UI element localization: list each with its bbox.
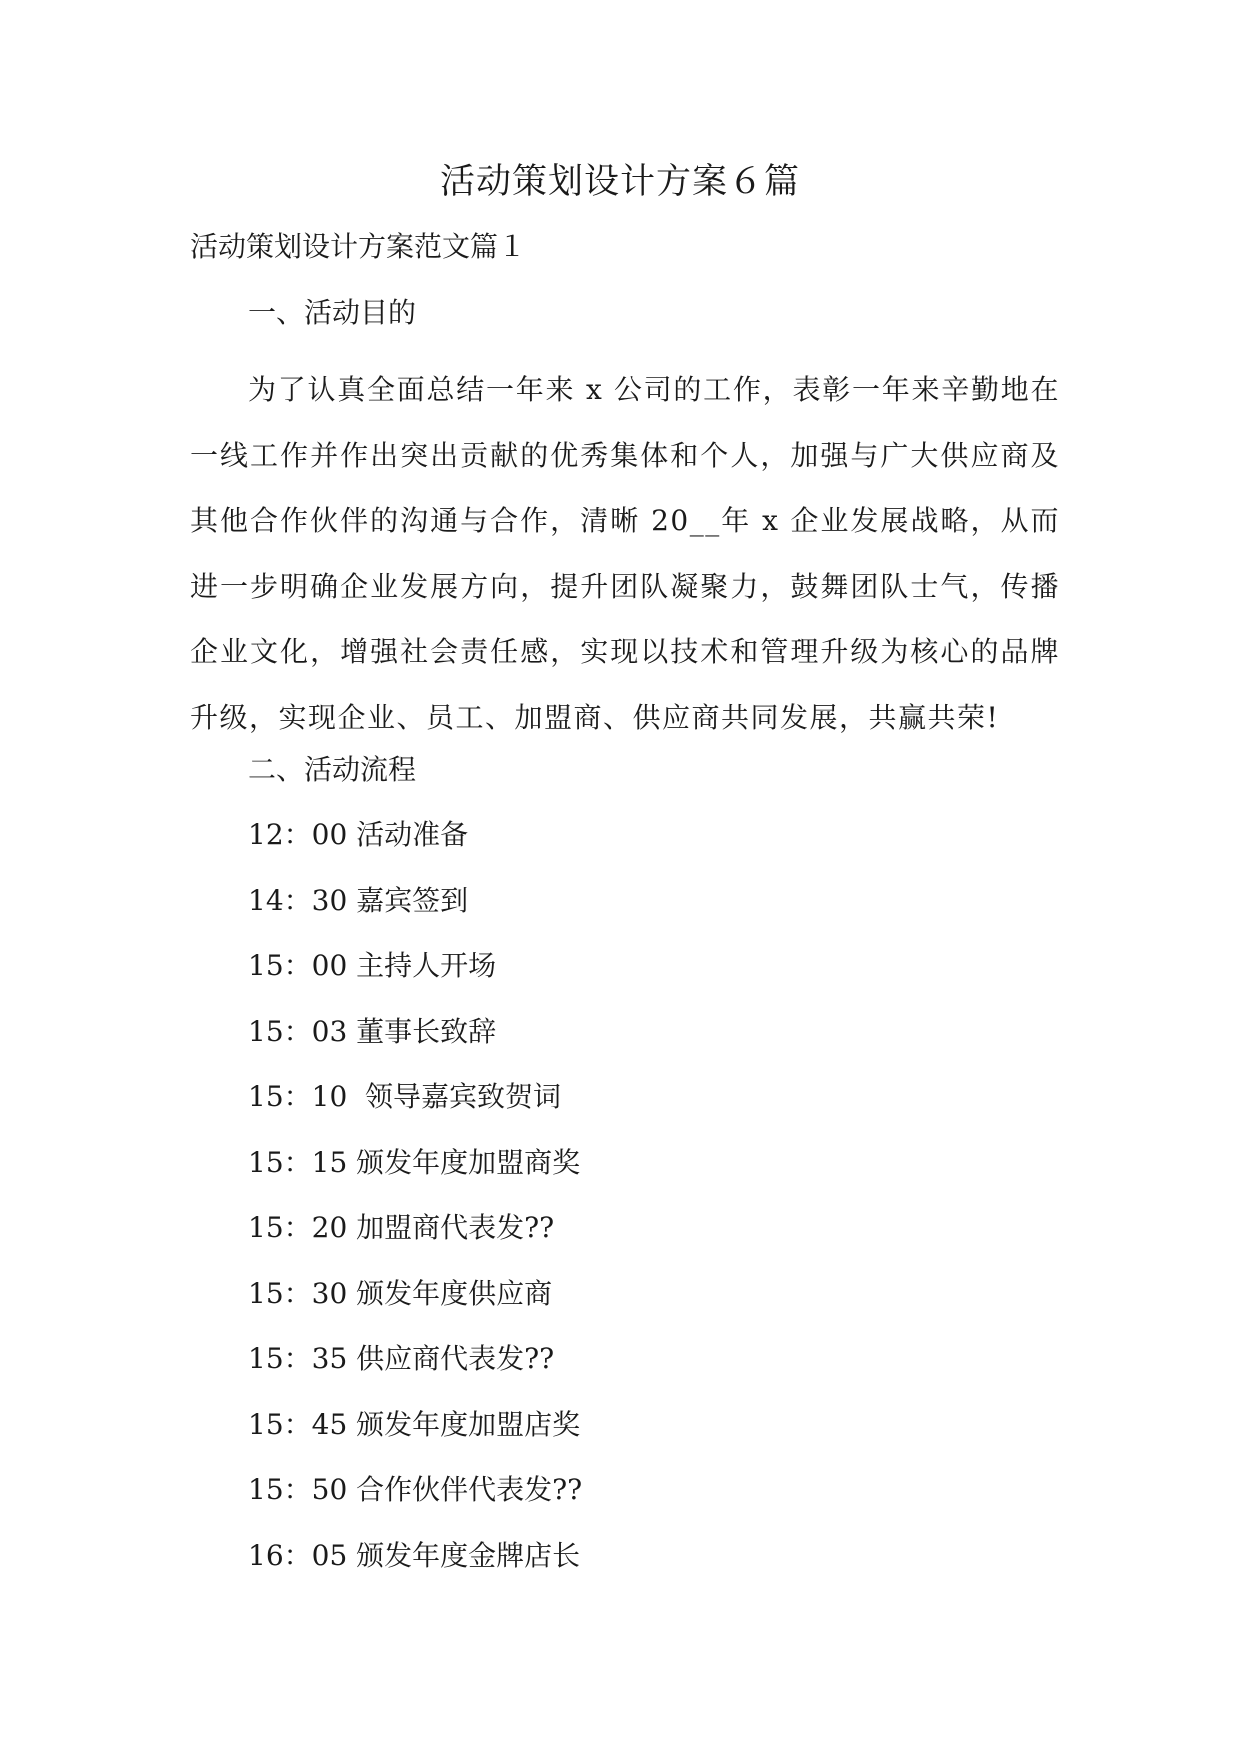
- schedule-item: 16：05 颁发年度金牌店长: [248, 1538, 581, 1572]
- schedule-item: 15：30 颁发年度供应商: [248, 1276, 553, 1310]
- schedule-item: 15：03 董事长致辞: [248, 1014, 497, 1048]
- schedule-item: 15：15 颁发年度加盟商奖: [248, 1145, 581, 1179]
- schedule-item: 15：00 主持人开场: [248, 949, 497, 982]
- schedule-item: 12：00 活动准备: [248, 818, 469, 851]
- section-heading-purpose: 一、活动目的: [248, 296, 417, 329]
- schedule-item: 15：35 供应商代表发??: [248, 1342, 555, 1375]
- schedule-item: 15：20 加盟商代表发??: [248, 1211, 555, 1244]
- section-heading-process: 二、活动流程: [248, 753, 417, 786]
- schedule-item: 15：50 合作伙伴代表发??: [248, 1473, 583, 1506]
- schedule-item: 14：30 嘉宾签到: [248, 883, 469, 917]
- schedule-list: [248, 815, 582, 1601]
- schedule-item: 15：10 领导嘉宾致贺词: [248, 1080, 562, 1113]
- document-title: 活动策划设计方案６篇: [439, 162, 800, 202]
- document-subtitle: 活动策划设计方案范文篇１: [190, 230, 527, 263]
- schedule-item: 15：45 颁发年度加盟店奖: [248, 1407, 581, 1441]
- section-paragraph-purpose: 为了认真全面总结一年来 x 公司的工作，表彰一年来辛勤地在一线工作并作出突出贡献的优秀集体和个人，加强与广大供应商及其他合作伙伴的沟通与合作，清晰 20__年 x 企业发展战略，从而进一步明确企业发展方向，提升团队凝聚力，鼓舞团队士气，传播企业文化，增强社会责任感，实现以技术和管理升级为核心的品牌升级，实现企业、员工、加盟商、供应商共同发展，共赢共荣!: [190, 373, 1060, 734]
